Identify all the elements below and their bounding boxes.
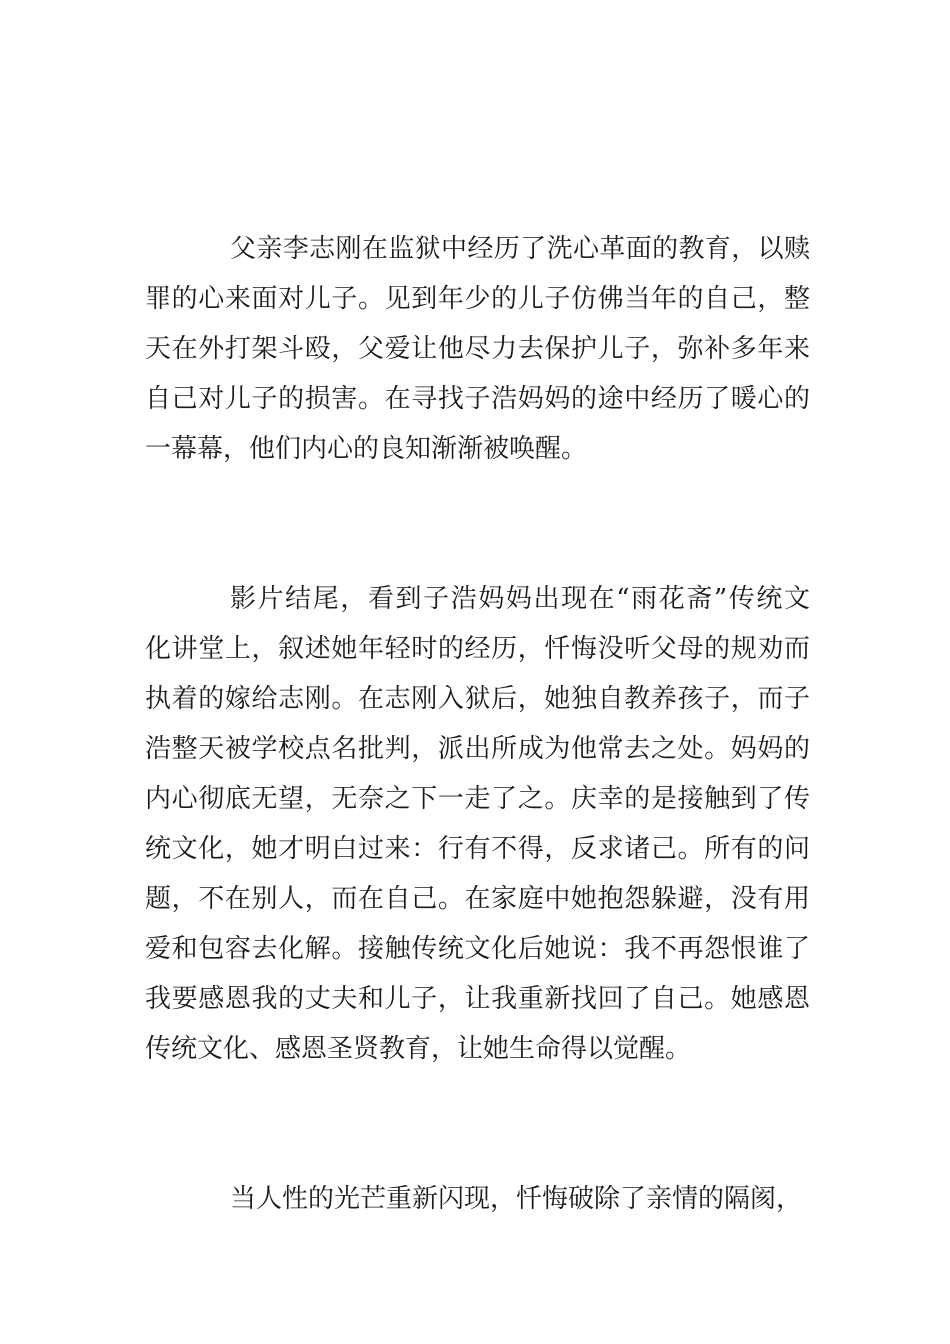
paragraph-2-line-6: 统文化，她才明白过来：行有不得，反求诸己。所有的问 [145, 834, 810, 864]
paragraph-2-line-8: 爱和包容去化解。接触传统文化后她说：我不再怨恨谁了 [145, 934, 810, 964]
paragraph-2-line-2: 化讲堂上，叙述她年轻时的经历，忏悔没听父母的规劝而 [145, 634, 810, 664]
paragraph-1-line-5: 一幕幕，他们内心的良知渐渐被唤醒。 [145, 434, 588, 464]
paragraph-1-line-1: 父亲李志刚在监狱中经历了洗心革面的教育，以赎 [230, 234, 810, 264]
paragraph-2-line-7: 题，不在别人，而在自己。在家庭中她抱怨躲避，没有用 [145, 884, 810, 914]
paragraph-1-line-2: 罪的心来面对儿子。见到年少的儿子仿佛当年的自己，整 [145, 284, 810, 314]
paragraph-2-line-5: 内心彻底无望，无奈之下一走了之。庆幸的是接触到了传 [145, 784, 810, 814]
paragraph-1-line-4: 自己对儿子的损害。在寻找子浩妈妈的途中经历了暖心的 [145, 384, 810, 414]
paragraph-2-line-1: 影片结尾，看到子浩妈妈出现在“雨花斋”传统文 [230, 584, 810, 614]
paragraph-3-line-1: 当人性的光芒重新闪现，忏悔破除了亲情的隔阂， [230, 1184, 803, 1214]
paragraph-2-line-3: 执着的嫁给志刚。在志刚入狱后，她独自教养孩子，而子 [145, 684, 810, 714]
paragraph-1-line-3: 天在外打架斗殴，父爱让他尽力去保护儿子，弥补多年来 [145, 334, 810, 364]
paragraph-2-line-10: 传统文化、感恩圣贤教育，让她生命得以觉醒。 [145, 1034, 692, 1064]
paragraph-2-line-4: 浩整天被学校点名批判，派出所成为他常去之处。妈妈的 [145, 734, 810, 764]
paragraph-2-line-9: 我要感恩我的丈夫和儿子，让我重新找回了自己。她感恩 [145, 984, 810, 1014]
